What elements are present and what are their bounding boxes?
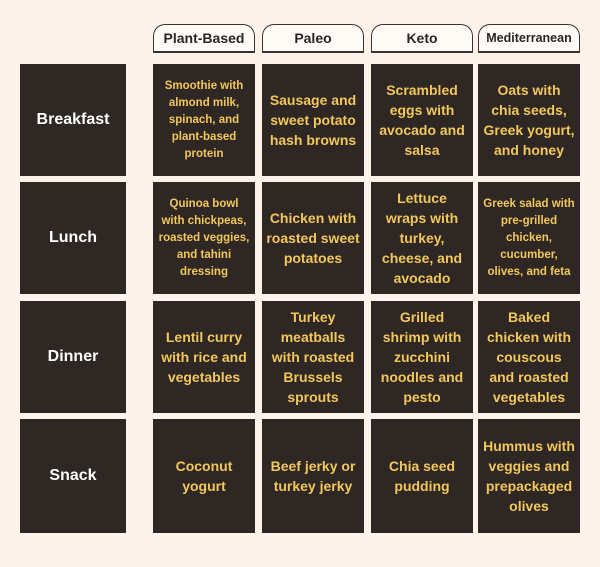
row-header-dinner: Dinner bbox=[20, 301, 126, 413]
row-header-breakfast: Breakfast bbox=[20, 64, 126, 176]
meal-cell: Baked chicken with couscous and roasted vegetables bbox=[478, 301, 580, 413]
column-header-paleo: Paleo bbox=[262, 24, 364, 53]
meal-cell: Greek salad with pre-grilled chicken, cucumber, olives, and feta bbox=[478, 182, 580, 294]
meal-cell: Oats with chia seeds, Greek yogurt, and honey bbox=[478, 64, 580, 176]
column-header-mediterranean: Mediterranean bbox=[478, 24, 580, 53]
meal-cell: Sausage and sweet potato hash browns bbox=[262, 64, 364, 176]
meal-cell: Turkey meatballs with roasted Brussels sprouts bbox=[262, 301, 364, 413]
meal-cell: Coconut yogurt bbox=[153, 419, 255, 533]
row-header-lunch: Lunch bbox=[20, 182, 126, 294]
column-header-keto: Keto bbox=[371, 24, 473, 53]
meal-cell: Lettuce wraps with turkey, cheese, and avocado bbox=[371, 182, 473, 294]
meal-cell: Lentil curry with rice and vegetables bbox=[153, 301, 255, 413]
meal-cell: Scrambled eggs with avocado and salsa bbox=[371, 64, 473, 176]
meal-cell: Chicken with roasted sweet potatoes bbox=[262, 182, 364, 294]
column-header-plant-based: Plant-Based bbox=[153, 24, 255, 53]
meal-cell: Beef jerky or turkey jerky bbox=[262, 419, 364, 533]
meal-cell: Quinoa bowl with chickpeas, roasted veggies, and tahini dressing bbox=[153, 182, 255, 294]
meal-cell: Smoothie with almond milk, spinach, and plant-based protein bbox=[153, 64, 255, 176]
row-header-snack: Snack bbox=[20, 419, 126, 533]
meal-cell: Hummus with veggies and prepackaged olives bbox=[478, 419, 580, 533]
meal-cell: Chia seed pudding bbox=[371, 419, 473, 533]
meal-cell: Grilled shrimp with zucchini noodles and pesto bbox=[371, 301, 473, 413]
